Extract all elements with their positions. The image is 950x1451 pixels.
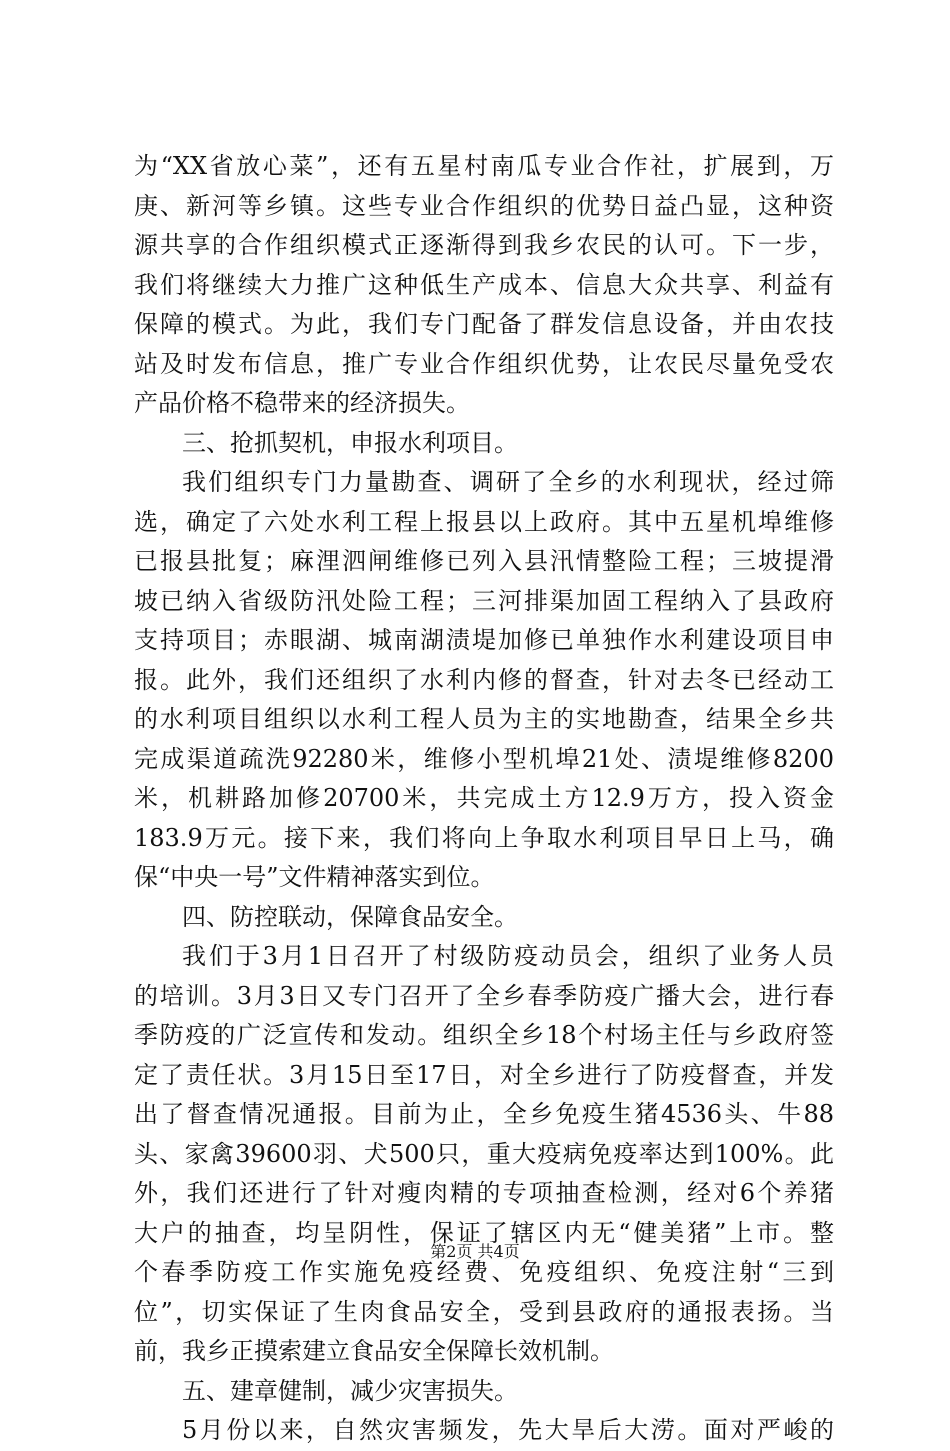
text-line: 头、家禽39600羽、犬500只，重大疫病免疫率达到100%。此 <box>134 1139 834 1168</box>
text-line: 支持项目；赤眼湖、城南湖渍堤加修已单独作水利建设项目申 <box>134 626 834 654</box>
text-line: 报。此外，我们还组织了水利内修的督查，针对去冬已经动工 <box>134 665 834 694</box>
text-line: 我们组织专门力量勘查、调研了全乡的水利现状，经过筛 <box>182 468 834 496</box>
text-line: 大户的抽查，均呈阴性，保证了辖区内无“健美猪”上市。整 <box>134 1218 834 1247</box>
text-line: 源共享的合作组织模式正逐渐得到我乡农民的认可。下一步， <box>134 231 834 259</box>
text-line: 个春季防疫工作实施免疫经费、免疫组织、免疫注射“三到 <box>134 1258 834 1286</box>
text-line: 产品价格不稳带来的经济损失。 <box>134 389 470 417</box>
text-line: 坡已纳入省级防汛处险工程；三河排渠加固工程纳入了县政府 <box>134 586 834 615</box>
text-line: 5月份以来，自然灾害频发，先大旱后大涝。面对严峻的 <box>182 1416 834 1444</box>
text-line: 季防疫的广泛宣传和发动。组织全乡18个村场主任与乡政府签 <box>134 1021 834 1049</box>
text-line: 我们将继续大力推广这种低生产成本、信息大众共享、利益有 <box>134 270 834 299</box>
text-line: 保障的模式。为此，我们专门配备了群发信息设备，并由农技 <box>134 310 834 338</box>
text-line: 我们于3月1日召开了村级防疫动员会，组织了业务人员 <box>182 942 834 970</box>
text-line: 五、建章健制，减少灾害损失。 <box>182 1376 518 1405</box>
text-line: 出了督查情况通报。目前为止，全乡免疫生猪4536头、牛88 <box>134 1100 834 1128</box>
text-line: 完成渠道疏洗92280米，维修小型机埠21处、渍堤维修8200 <box>134 744 834 773</box>
text-line: 前，我乡正摸索建立食品安全保障长效机制。 <box>134 1337 614 1365</box>
text-line: 为“XX省放心菜”，还有五星村南瓜专业合作社，扩展到，万 <box>134 152 834 180</box>
text-line: 庚、新河等乡镇。这些专业合作组织的优势日益凸显，这种资 <box>134 191 834 220</box>
text-line: 外，我们还进行了针对瘦肉精的专项抽查检测，经对6个养猪 <box>134 1179 834 1207</box>
text-line: 已报县批复；麻浬泗闸维修已列入县汛情整险工程；三坡提滑 <box>134 547 834 575</box>
text-line: 的培训。3月3日又专门召开了全乡春季防疫广播大会，进行春 <box>134 981 834 1010</box>
text-line: 的水利项目组织以水利工程人员为主的实地勘查，结果全乡共 <box>134 705 834 733</box>
text-line: 183.9万元。接下来，我们将向上争取水利项目早日上马，确 <box>134 823 834 852</box>
text-line: 定了责任状。3月15日至17日，对全乡进行了防疫督查，并发 <box>134 1060 834 1089</box>
text-line: 四、防控联动，保障食品安全。 <box>182 902 518 931</box>
text-line: 米，机耕路加修20700米，共完成土方12.9万方，投入资金 <box>134 784 834 812</box>
text-line: 选，确定了六处水利工程上报县以上政府。其中五星机埠维修 <box>134 507 834 536</box>
page-footer: 第2页 共4页 <box>430 1242 520 1261</box>
text-line: 三、抢抓契机，申报水利项目。 <box>182 428 518 457</box>
text-line: 位”，切实保证了生肉食品安全，受到县政府的通报表扬。当 <box>134 1297 834 1326</box>
text-line: 站及时发布信息，推广专业合作组织优势，让农民尽量免受农 <box>134 349 834 378</box>
text-line: 保“中央一号”文件精神落实到位。 <box>134 863 495 891</box>
